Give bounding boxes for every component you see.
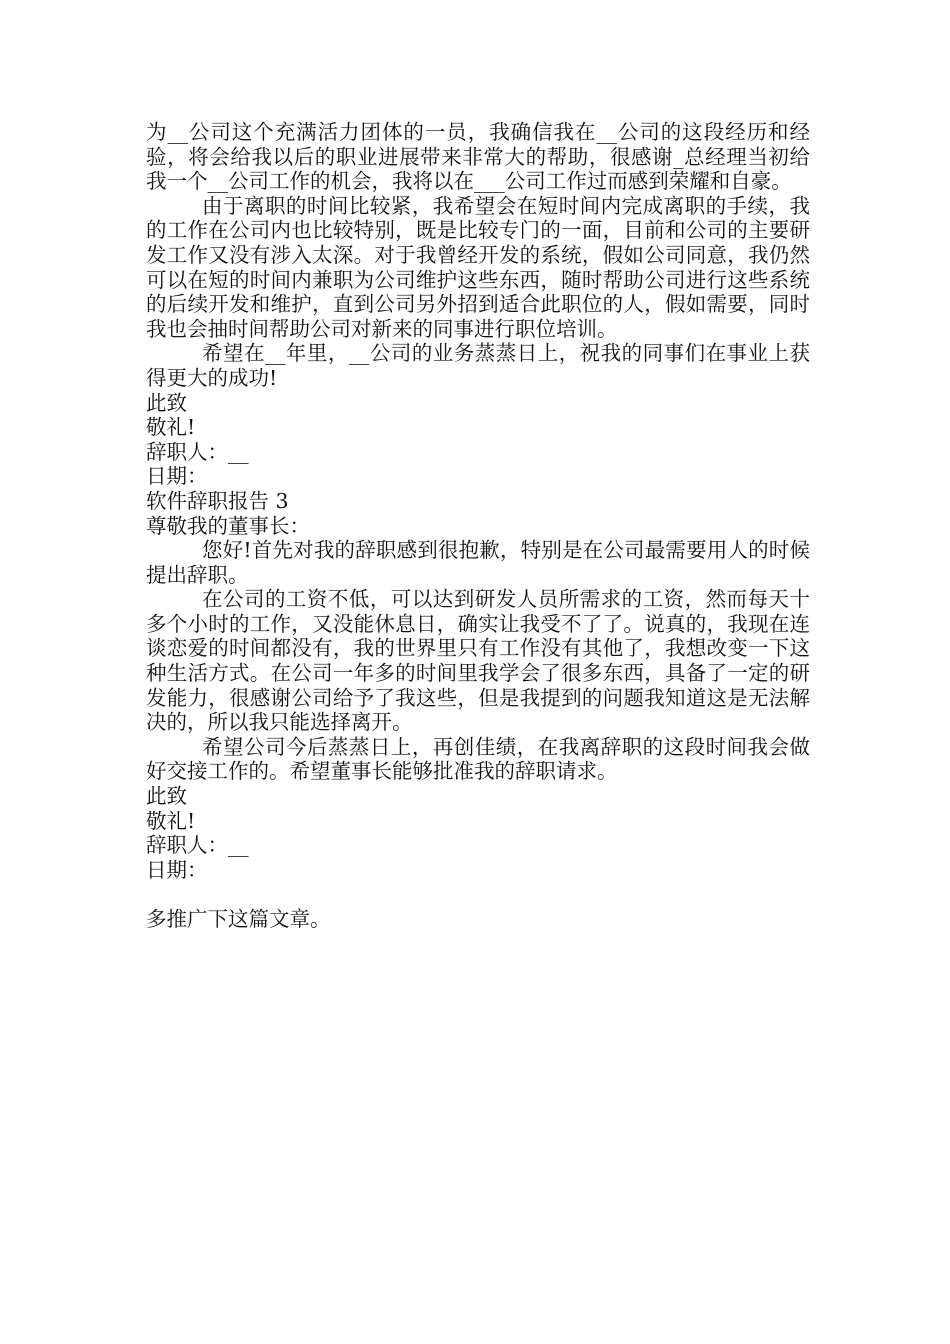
salutation-line: 敬礼!	[146, 808, 196, 833]
blank-line	[146, 882, 810, 907]
document-body	[146, 120, 810, 932]
paragraph-apology: 您好!首先对我的辞职感到很抱歉，特别是在公司最需要用人的时候提出辞职。	[146, 538, 810, 587]
greeting-line: 尊敬我的董事长：	[146, 513, 310, 538]
paragraph-best-wishes: 希望在__年里，__公司的业务蒸蒸日上，祝我的同事们在事业上获得更大的成功!	[146, 341, 810, 390]
closing-line: 此致	[146, 390, 187, 415]
footer-note: 多推广下这篇文章。	[146, 907, 331, 931]
date-line: 日期：	[146, 857, 208, 882]
closing-line: 此致	[146, 784, 187, 809]
signer-line: 辞职人：__	[146, 439, 249, 464]
paragraph-request: 希望公司今后蒸蒸日上，再创佳绩，在我离辞职的这段时间我会做好交接工作的。希望董事长能够批准我的辞职请求。	[146, 734, 810, 784]
paragraph-reasons: 在公司的工资不低，可以达到研发人员所需求的工资，然而每天十多个小时的工作，又没能休息日，确实让我受不了了。说真的，我现在连谈恋爱的时间都没有，我的世界里只有工作没有其他了，我想改变一下这种生活方式。在公司一年多的时间里我学会了很多东西，具备了一定的研发能力，很感谢公司给予了我这些，但是我提到的问题我知道这是无法解决的，所以我只能选择离开。	[146, 587, 810, 735]
salutation-line: 敬礼!	[146, 415, 196, 440]
signer-line: 辞职人：__	[146, 833, 249, 858]
date-line: 日期：	[146, 464, 208, 489]
paragraph-resignation-handover: 由于离职的时间比较紧，我希望会在短时间内完成离职的手续，我的工作在公司内也比较特别，既是比较专门的一面，目前和公司的主要研发工作又没有涉入太深。对于我曾经开发的系统，假如公司同意，我仍然可以在短的时间内兼职为公司维护这些东西，随时帮助公司进行这些系统的后续开发和维护，直到公司另外招到适合此职位的人，假如需要，同时我也会抽时间帮助公司对新来的同事进行职位培训。	[146, 193, 810, 341]
paragraph-company-experience: 为__公司这个充满活力团体的一员，我确信我在__公司的这段经历和经验，将会给我以后的职业进展带来非常大的帮助，很感谢_总经理当初给我一个__公司工作的机会，我将以在___公司工作过而感到荣耀和自豪。	[146, 120, 810, 194]
section-title: 软件辞职报告 3	[146, 488, 289, 513]
